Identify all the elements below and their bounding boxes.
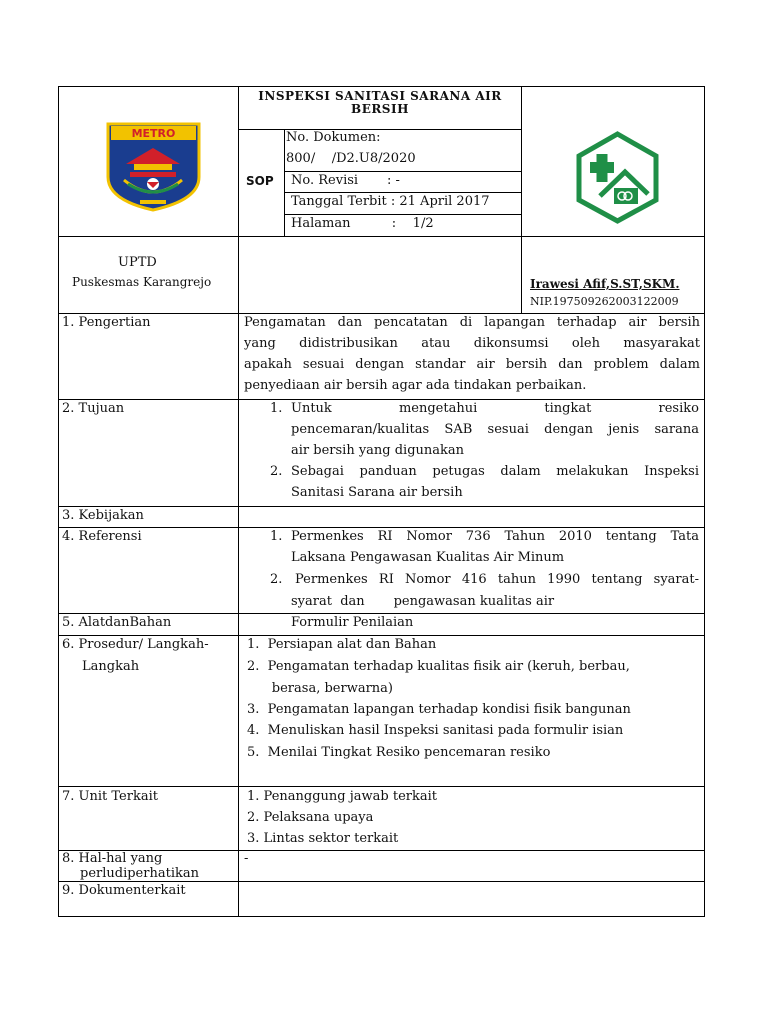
puskesmas-logo [570, 130, 665, 225]
referensi-item2-line1 [295, 571, 699, 589]
referensi-item1-line2: Laksana Pengawasan Kualitas Air Minum [291, 550, 565, 565]
prosedur-item-2 [247, 658, 699, 676]
row-label-alat: 5. AlatdanBahan [62, 615, 172, 630]
page-number: Halaman : 1/2 [291, 216, 434, 231]
doc-number-label: No. Dokumen: [286, 130, 381, 145]
tujuan-item2-line1 [291, 463, 699, 481]
body-border-left [58, 313, 59, 917]
revision-number: No. Revisi : - [291, 173, 400, 188]
row-label-unit: 7. Unit Terkait [62, 789, 158, 804]
org-name: Puskesmas Karangrejo [72, 275, 212, 289]
header-divider-v2 [521, 86, 522, 313]
row-label-hal-1: 8. Hal-hal yang [62, 851, 163, 866]
prosedur-item-2-cont: berasa, berwarna) [247, 681, 393, 696]
tujuan-item1-text2: pencemaran/kualitas SAB sesuai dengan jenis sarana [291, 422, 699, 437]
referensi-item2-number: 2. [270, 572, 283, 587]
row-label-pengertian: 1. Pengertian [62, 315, 151, 330]
row-label-dokumen: 9. Dokumenterkait [62, 883, 186, 898]
org-unit: UPTD [118, 255, 157, 270]
document-title-line2: BERSIH [351, 102, 409, 116]
publish-date: Tanggal Terbit : 21 April 2017 [291, 194, 490, 209]
unit-item-1: 1. Penanggung jawab terkait [247, 789, 437, 804]
header-divider-v1 [238, 86, 239, 313]
header-border-left [58, 86, 59, 313]
tujuan-item2-number: 2. [270, 464, 283, 479]
header-border-top [58, 86, 705, 87]
header-divider-h5 [58, 236, 705, 237]
row-label-prosedur-1: 6. Prosedur/ Langkah- [62, 637, 209, 652]
tujuan-item1-line2 [291, 421, 699, 439]
unit-item-3: 3. Lintas sektor terkait [247, 831, 399, 846]
svg-text:METRO: METRO [131, 127, 176, 140]
row-label-hal-2: perludiperhatikan [80, 866, 199, 881]
tujuan-item2-text1: Sebagai panduan petugas dalam melakukan Inspeksi [291, 464, 699, 479]
doc-number-value: 800/ /D2.U8/2020 [286, 151, 416, 166]
referensi-item1-text1: Permenkes RI Nomor 736 Tahun 2010 tentang Tata [291, 529, 699, 544]
pengertian-line-3 [244, 356, 700, 374]
referensi-item2-text1: Permenkes RI Nomor 416 tahun 1990 tentang syarat- [295, 572, 699, 587]
pengertian-line-1 [244, 314, 700, 332]
row-label-referensi: 4. Referensi [62, 529, 142, 544]
alat-value: Formulir Penilaian [291, 615, 414, 630]
unit-item-2: 2. Pelaksana upaya [247, 810, 374, 825]
row-line-3 [58, 506, 705, 507]
tujuan-item1-line3: air bersih yang digunakan [291, 443, 465, 458]
row-label-kebijakan: 3. Kebijakan [62, 508, 144, 523]
pengertian-text-1: Pengamatan dan pencatatan di lapangan terhadap air bersih [244, 315, 700, 330]
tujuan-word-1: Untuk [291, 401, 332, 416]
tujuan-item1-number: 1. [270, 401, 283, 416]
body-border-right [704, 313, 705, 917]
tujuan-item2-line2: Sanitasi Sarana air bersih [291, 485, 463, 500]
header-divider-v3 [284, 129, 285, 237]
pengertian-text-2: yang didistribusikan atau dikonsumsi oleh masyarakat [244, 336, 700, 351]
header-border-right [704, 86, 705, 313]
document-title-line1: INSPEKSI SANITASI SARANA AIR [258, 89, 502, 103]
pengertian-line-2 [244, 335, 700, 353]
prosedur-item-4: 4. Menuliskan hasil Inspeksi sanitasi pada formulir isian [247, 723, 624, 738]
referensi-item1-number: 1. [270, 529, 283, 544]
hal-value: - [244, 851, 249, 866]
metro-city-logo [106, 122, 201, 212]
body-divider-v [238, 313, 239, 917]
row-label-prosedur-2: Langkah [82, 659, 140, 674]
row-line-7 [58, 786, 705, 787]
tujuan-word-3: tingkat [544, 401, 592, 416]
signer-name: Irawesi Afif,S.ST,SKM. [530, 277, 680, 291]
prosedur-item-1: 1. Persiapan alat dan Bahan [247, 637, 437, 652]
pengertian-line-4: penyediaan air bersih agar ada tindakan perbaikan. [244, 378, 587, 393]
signer-nip: NIP.197509262003122009 [530, 295, 679, 308]
row-line-10 [58, 916, 705, 917]
tujuan-item1-line1 [291, 400, 699, 418]
tujuan-word-2: mengetahui [398, 401, 478, 416]
prosedur-item-5: 5. Menilai Tingkat Resiko pencemaran resiko [247, 745, 551, 760]
tujuan-word-4: resiko [658, 401, 699, 416]
row-label-tujuan: 2. Tujuan [62, 401, 125, 416]
referensi-item2-line2: syarat dan pengawasan kualitas air [291, 594, 555, 609]
prosedur-item-3: 3. Pengamatan lapangan terhadap kondisi fisik bangunan [247, 702, 631, 717]
sop-label: SOP [246, 174, 274, 188]
prosedur-item-2-text: 2. Pengamatan terhadap kualitas fisik air (keruh, berbau, [247, 659, 630, 674]
pengertian-text-3: apakah sesuai dengan standar air bersih dan problem dalam [244, 357, 700, 372]
referensi-item1-line1 [291, 528, 699, 546]
